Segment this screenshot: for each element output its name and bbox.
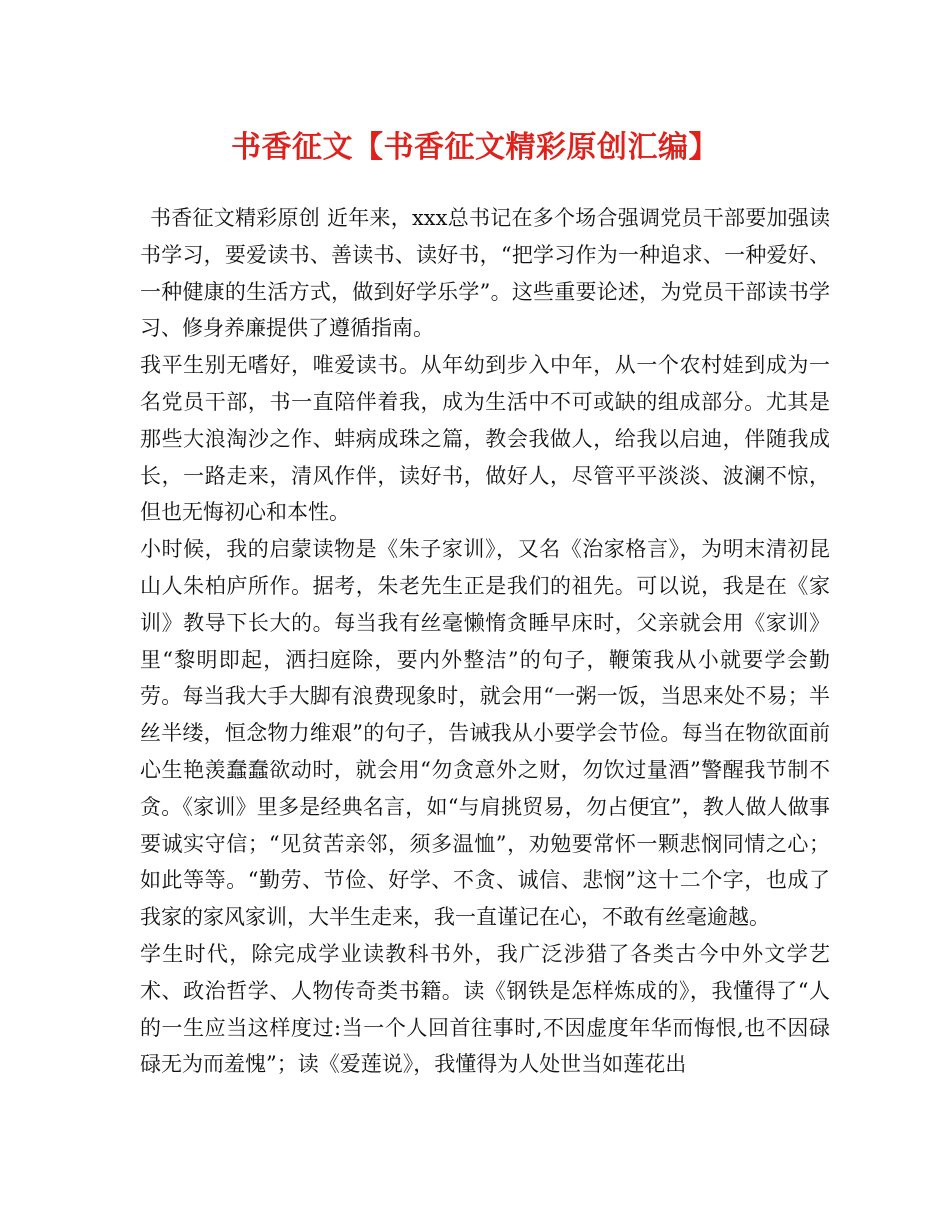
paragraph-love-of-reading: 我平生别无嗜好，唯爱读书。从年幼到步入中年，从一个农村娃到成为一名党员干部，书一直陪伴着我，成为生活中不可或缺的组成部分。尤其是那些大浪淘沙之作、蚌病成珠之篇，教会我做人，给我以启迪，伴随我成长，一路走来，清风作伴，读好书，做好人，尽管平平淡淡、波澜不惊，但也无悔初心和本性。 <box>140 353 830 525</box>
paragraph-family-instructions: 小时候，我的启蒙读物是《朱子家训》，又名《治家格言》，为明末清初昆山人朱柏庐所作。据考，朱老先生正是我们的祖先。可以说，我是在《家训》教导下长大的。每当我有丝毫懒惰贪睡早床时，父亲就会用《家训》里“黎明即起，洒扫庭除，要内外整洁”的句子，鞭策我从小就要学会勤劳。每当我大手大脚有浪费现象时，就会用“一粥一饭，当思来处不易；半丝半缕，恒念物力维艰”的句子，告诫我从小要学会节俭。每当在物欲面前心生艳羡蠢蠢欲动时，就会用“勿贪意外之财，勿饮过量酒”警醒我节制不贪。《家训》里多是经典名言，如“与肩挑贸易，勿占便宜”，教人做人做事要诚实守信；“见贫苦亲邻，须多温恤”，劝勉要常怀一颗悲悯同情之心；如此等等。“勤劳、节俭、好学、不贪、诚信、悲悯”这十二个字，也成了我家的家风家训，大半生走来，我一直谨记在心，不敢有丝毫逾越。 <box>140 537 830 930</box>
paragraph-intro: 书香征文精彩原创 近年来，xxx总书记在多个场合强调党员干部要加强读书学习，要爱读书、善读书、读好书，“把学习作为一种追求、一种爱好、一种健康的生活方式，做到好学乐学”。这些重要论述，为党员干部读书学习、修身养廉提供了遵循指南。 <box>140 206 830 341</box>
document-body <box>140 200 830 1083</box>
paragraph-student-days: 学生时代，除完成学业读教科书外，我广泛涉猎了各类古今中外文学艺术、政治哲学、人物传奇类书籍。读《钢铁是怎样炼成的》，我懂得了“人的一生应当这样度过:当一个人回首往事时,不因虚度年华而悔恨,也不因碌碌无为而羞愧”；读《爱莲说》，我懂得为人处世当如莲花出 <box>140 941 830 1077</box>
document-title: 书香征文【书香征文精彩原创汇编】 <box>231 130 719 165</box>
